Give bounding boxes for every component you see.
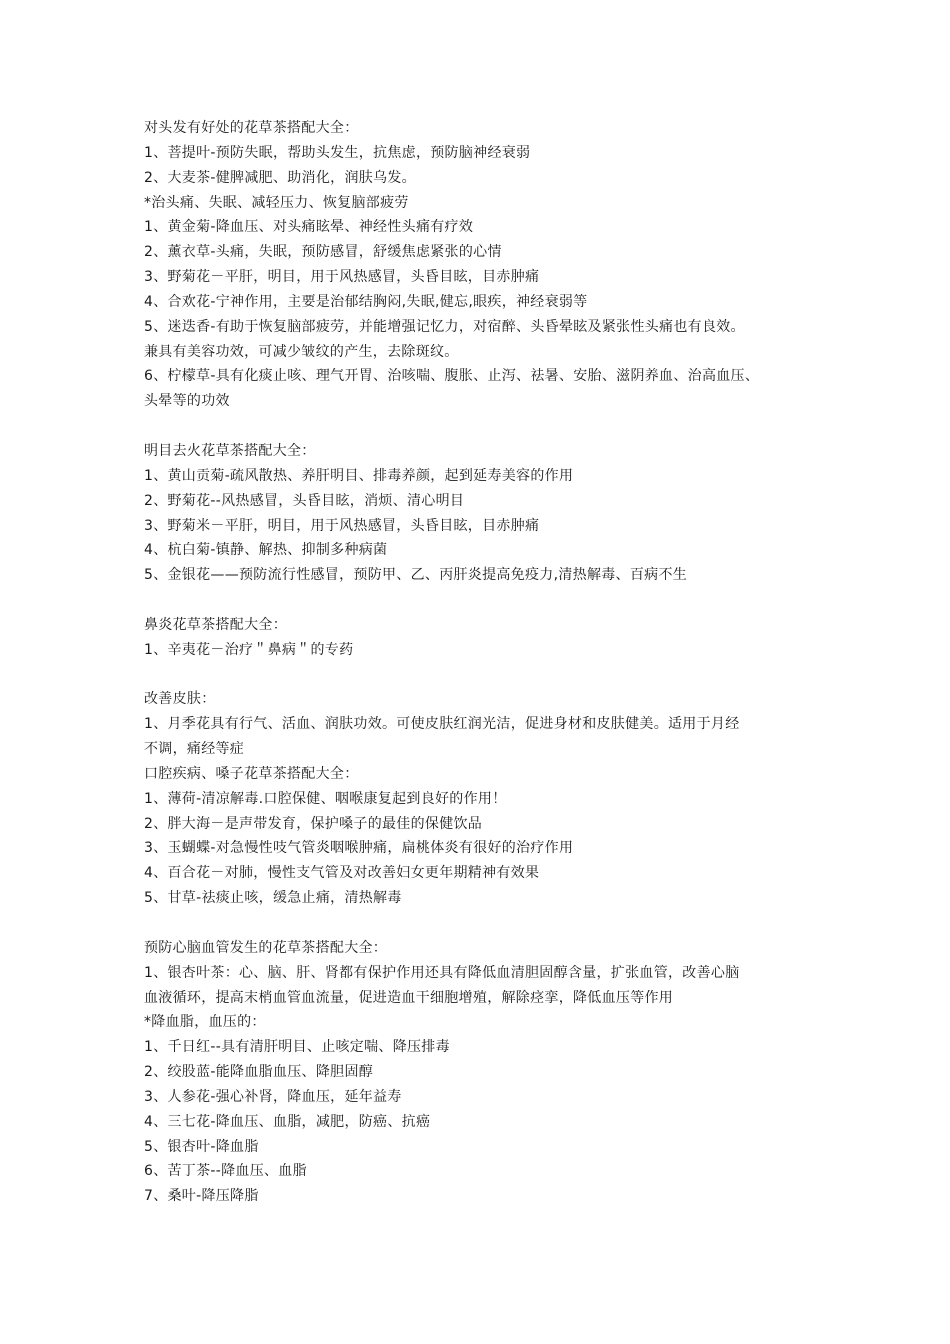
text-line: 改善皮肤： [144,691,216,708]
text-line: 1、薄荷-清凉解毒.口腔保健、咽喉康复起到良好的作用！ [144,790,507,807]
text-line: 1、辛夷花－治疗＂鼻病＂的专药 [144,641,354,658]
text-line: 3、野菊花－平肝，明目，用于风热感冒，头昏目眩，目赤肿痛 [144,269,540,286]
text-line: 4、三七花-降血压、血脂，减肥，防癌、抗癌 [144,1113,431,1130]
text-line: 2、胖大海－是声带发育，保护嗓子的最佳的保健饮品 [144,815,483,832]
text-line: 2、大麦茶-健脾减肥、助消化，润肤乌发。 [144,169,416,186]
text-line: 3、野菊米－平肝，明目，用于风热感冒，头昏目眩，目赤肿痛 [144,517,540,534]
text-line: 1、菩提叶-预防失眠，帮助头发生，抗焦虑，预防脑神经衰弱 [144,144,531,161]
text-line: 4、合欢花-宁神作用，主要是治郁结胸闷,失眠,健忘,眼疾，神经衰弱等 [144,293,588,310]
text-line: 血液循环，提高末梢血管血流量，促进造血干细胞增殖，解除痉挛，降低血压等作用 [144,989,674,1006]
text-line: 5、甘草-祛痰止咳，缓急止痛，清热解毒 [144,890,402,907]
text-line: 口腔疾病、嗓子花草茶搭配大全： [144,765,359,782]
text-line: 6、柠檬草-具有化痰止咳、理气开胃、治咳喘、腹胀、止泻、祛暑、安胎、滋阴养血、治高血压、 [144,368,760,385]
document-body [144,116,824,1209]
text-line: 5、迷迭香-有助于恢复脑部疲劳，并能增强记忆力，对宿醉、头昏晕眩及紧张性头痛也有良效。 [144,318,745,335]
text-line: 1、黄金菊-降血压、对头痛眩晕、神经性头痛有疗效 [144,219,474,236]
text-line: 明目去火花草茶搭配大全： [144,442,316,459]
blank-line [144,911,824,936]
text-line: 鼻炎花草茶搭配大全： [144,616,287,633]
text-line: 4、杭白菊-镇静、解热、抑制多种病菌 [144,542,388,559]
text-line: 预防心脑血管发生的花草茶搭配大全： [144,939,388,956]
blank-line [144,414,824,439]
text-line: 2、薰衣草-头痛，失眠，预防感冒，舒缓焦虑紧张的心情 [144,244,502,261]
text-line: 5、金银花——预防流行性感冒，预防甲、乙、丙肝炎提高免疫力,清热解毒、百病不生 [144,567,688,584]
text-line: 1、黄山贡菊-疏风散热、养肝明目、排毒养颜，起到延寿美容的作用 [144,467,574,484]
text-line: 1、月季花具有行气、活血、润肤功效。可使皮肤红润光洁，促进身材和皮肤健美。适用于月经 [144,716,740,733]
text-line: 头晕等的功效 [144,393,230,410]
text-line: 兼具有美容功效，可减少皱纹的产生，去除斑纹。 [144,343,459,360]
text-line: 不调，痛经等症 [144,741,245,758]
text-line: 2、野菊花--风热感冒，头昏目眩，消烦、清心明目 [144,492,465,509]
blank-line [144,663,824,688]
text-line: 5、银杏叶-降血脂 [144,1138,259,1155]
text-line: *治头痛、失眠、减轻压力、恢复脑部疲劳 [144,194,409,211]
text-line: 4、百合花－对肺，慢性支气管及对改善妇女更年期精神有效果 [144,865,540,882]
text-line: 3、玉蝴蝶-对急慢性吱气管炎咽喉肿痛，扁桃体炎有很好的治疗作用 [144,840,574,857]
text-line: 1、千日红--具有清肝明目、止咳定喘、降压排毒 [144,1039,450,1056]
text-line: 7、桑叶-降压降脂 [144,1188,259,1205]
text-line: 对头发有好处的花草茶搭配大全： [144,120,359,136]
text-line: 2、绞股蓝-能降血脂血压、降胆固醇 [144,1064,374,1081]
blank-line [144,588,824,613]
text-line: 6、苦丁茶--降血压、血脂 [144,1163,307,1180]
text-line: 3、人参花-强心补肾，降血压，延年益寿 [144,1088,402,1105]
text-line: 1、银杏叶茶：心、脑、肝、肾都有保护作用还具有降低血清胆固醇含量，扩张血管，改善心脑 [144,964,740,981]
text-line: *降血脂，血压的： [144,1014,266,1031]
